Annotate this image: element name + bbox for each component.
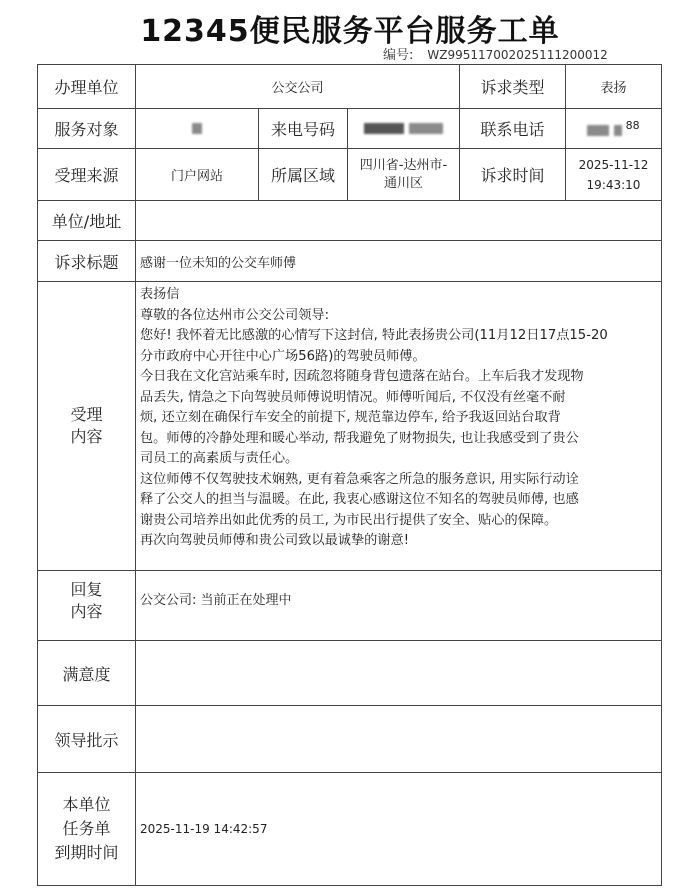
type-value: 表扬: [566, 65, 662, 109]
letter-line: 再次向驾驶员师傅和贵公司致以最诚挚的谢意!: [140, 533, 410, 548]
region-label: 所属区域: [259, 149, 348, 201]
letter-line: 包。师傅的冷静处理和暖心举动, 帮我避免了财物损失, 也让我感受到了贵公: [140, 430, 579, 446]
work-order-table: [37, 64, 662, 886]
satisfaction-label: 满意度: [38, 641, 136, 706]
reply-label: [38, 571, 136, 641]
region-line-1: 四川省-达州市-: [359, 157, 448, 173]
letter-line: 您好! 我怀着无比感激的心情写下这封信, 特此表扬贵公司(11月12日17点15-20: [140, 328, 608, 343]
leader-value: [136, 706, 662, 773]
letter-line: 谢贵公司培养出如此优秀的员工, 为市民出行提供了安全、贴心的保障。: [140, 512, 558, 528]
due-label-2: 任务单: [62, 819, 111, 838]
letter-line: 分市政府中心开往中心广场56路)的驾驶员师傅。: [140, 348, 426, 364]
time-value: [566, 149, 662, 201]
caller-value-redacted: [348, 109, 460, 149]
time-date: 2025-11-12: [578, 157, 649, 172]
due-label-3: 到期时间: [54, 843, 119, 862]
address-label: 单位/地址: [38, 201, 136, 241]
letter-line: 表扬信: [140, 287, 180, 302]
region-line-2: 通川区: [383, 175, 423, 191]
page-title: 12345便民服务平台服务工单: [140, 14, 560, 49]
target-value-redacted: [136, 109, 259, 149]
subject-label: 诉求标题: [38, 241, 136, 282]
target-label: 服务对象: [38, 109, 136, 149]
leader-label: 领导批示: [38, 706, 136, 773]
serial-label: 编号:: [383, 48, 414, 63]
handler-label: 办理单位: [38, 65, 136, 109]
handler-value: 公交公司: [136, 65, 460, 109]
letter-line: 品丢失, 情急之下向驾驶员师傅说明情况。师傅听闻后, 不仅没有丝毫不耐: [140, 389, 566, 405]
contact-value: [566, 109, 662, 149]
letter-line: 司员工的高素质与责任心。: [140, 451, 299, 466]
time-label: 诉求时间: [460, 149, 566, 201]
serial-value: WZ99511700202511120​0012: [427, 48, 608, 62]
serial-number: [383, 44, 608, 63]
address-value: [136, 201, 662, 241]
reply-label-2: 内容: [70, 602, 103, 621]
due-label-1: 本单位: [62, 795, 111, 814]
reply-value: 公交公司: 当前正在处理中: [136, 571, 662, 641]
letter-line: 烦, 还立刻在确保行车安全的前提下, 规范靠边停车, 给予我返回站台取背: [140, 410, 561, 425]
content-letter: [136, 282, 662, 571]
content-label-2: 内容: [70, 427, 103, 446]
reply-label-1: 回复: [70, 580, 103, 599]
contact-label: 联系电话: [460, 109, 566, 149]
due-label: [38, 773, 136, 886]
letter-line: 这位师傅不仅驾驶技术娴熟, 更有着急乘客之所急的服务意识, 用实际行动诠: [140, 471, 579, 487]
source-label: 受理来源: [38, 149, 136, 201]
letter-line: 释了公交人的担当与温暖。在此, 我衷心感谢这位不知名的驾驶员师傅, 也感: [140, 492, 579, 507]
content-label-1: 受理: [70, 405, 103, 424]
region-value: [348, 149, 460, 201]
subject-value: 感谢一位未知的公交车师傅: [136, 241, 662, 282]
time-clock: 19:43:10: [586, 177, 641, 192]
type-label: 诉求类型: [460, 65, 566, 109]
satisfaction-value: [136, 641, 662, 706]
letter-line: 尊敬的各位达州市公交公司领导:: [140, 307, 330, 323]
letter-line: 今日我在文化宫站乘车时, 因疏忽将随身背包遗落在站台。上车后我才发现物: [140, 369, 584, 384]
contact-tail: 88: [625, 118, 640, 132]
caller-label: 来电号码: [259, 109, 348, 149]
source-value: 门户网站: [136, 149, 259, 201]
due-value: 2025-11-19 14:42:57: [136, 773, 662, 886]
content-label: [38, 282, 136, 571]
